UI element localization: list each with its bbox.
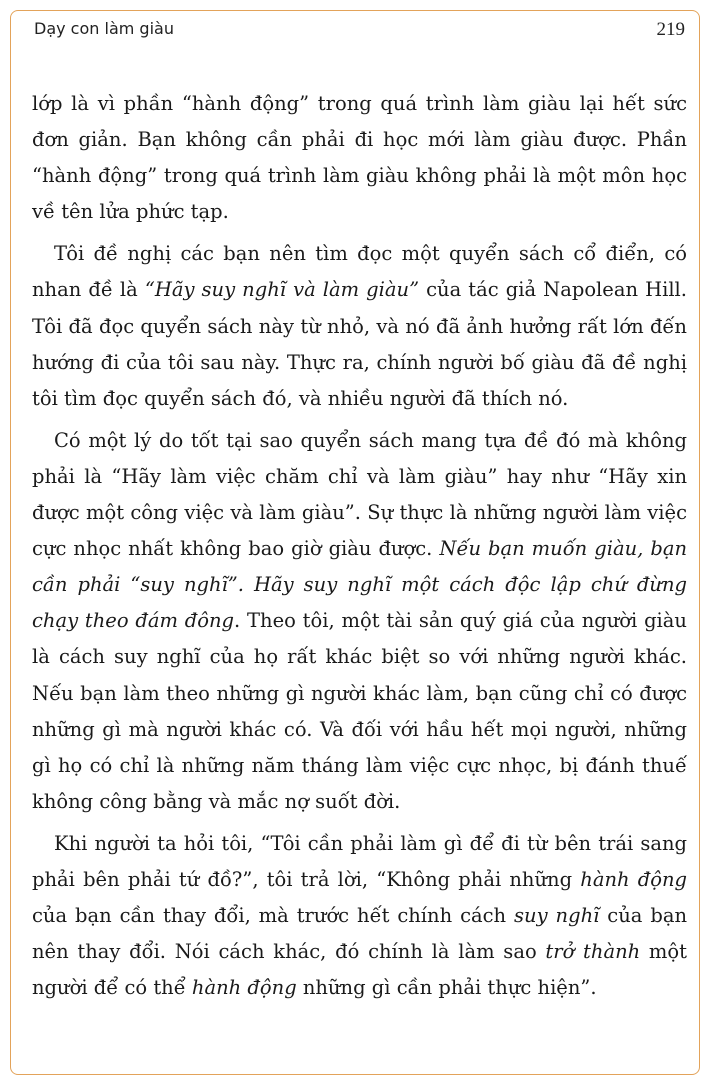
paragraph-4 <box>32 826 687 1006</box>
text-run: của bạn cần thay đổi, mà trước hết chính cách <box>32 904 515 928</box>
body-text <box>32 86 687 1012</box>
emphasis-italic: suy nghĩ <box>514 904 600 928</box>
text-run: Có một lý do tốt tại sao quyển sách mang tựa đề đó mà không phải là “Hãy làm việc chăm chỉ và làm giàu” hay như “Hãy xin được một công việc và làm giàu”. Sự thực là những người làm việc cực nhọc nhất không bao giờ giàu được. <box>32 428 687 561</box>
book-title-italic: “Hãy suy nghĩ và làm giàu” <box>144 278 420 302</box>
paragraph-1 <box>32 86 687 230</box>
text-run: lớp là vì phần “hành động” trong quá trình làm giàu lại hết sức đơn giản. Bạn không cần phải đi học mới làm giàu được. Phần “hành động” trong quá trình làm giàu không phải là một môn học về tên lửa phức tạp. <box>32 92 687 224</box>
text-run: Khi người ta hỏi tôi, “Tôi cần phải làm gì để đi từ bên trái sang phải bên phải tứ đồ?”, tôi trả lời, “Không phải những <box>32 831 687 891</box>
emphasis-italic: trở thành <box>545 940 641 964</box>
emphasis-italic: Nếu bạn muốn giàu, bạn cần phải “suy nghĩ”. Hãy suy nghĩ một cách độc lập chứ đừng chạy theo đám đông <box>32 537 687 633</box>
running-head-title: Dạy con làm giàu <box>34 19 174 38</box>
paragraph-2 <box>32 236 687 416</box>
text-run: một người để có thể <box>32 940 688 1000</box>
text-run: của tác giả Napolean Hill. Tôi đã đọc quyển sách này từ nhỏ, và nó đã ảnh hưởng rất lớn đến hướng đi của tôi sau này. Thực ra, chính người bố giàu đã đề nghị tôi tìm đọc quyển sách đó, và nhiều người đã thích nó. <box>32 278 687 410</box>
text-run: Tôi đề nghị các bạn nên tìm đọc một quyển sách cổ điển, có nhan đề là <box>32 242 687 302</box>
emphasis-italic: hành động <box>580 867 688 891</box>
text-run: . Theo tôi, một tài sản quý giá của người giàu là cách suy nghĩ của họ rất khác biệt so với những người khác. Nếu bạn làm theo những gì người khác làm, bạn cũng chỉ có được những gì mà người khác có. Và đối với hầu hết mọi người, những gì họ có chỉ là những năm tháng làm việc cực nhọc, bị đánh thuế không công bằng và mắc nợ suốt đời. <box>32 609 687 813</box>
page-number: 219 <box>656 19 685 40</box>
text-run: của bạn nên thay đổi. Nói cách khác, đó chính là làm sao <box>32 904 688 964</box>
emphasis-italic: hành động <box>191 976 297 1000</box>
text-run: những gì cần phải thực hiện”. <box>296 976 597 1000</box>
paragraph-3 <box>32 423 687 820</box>
